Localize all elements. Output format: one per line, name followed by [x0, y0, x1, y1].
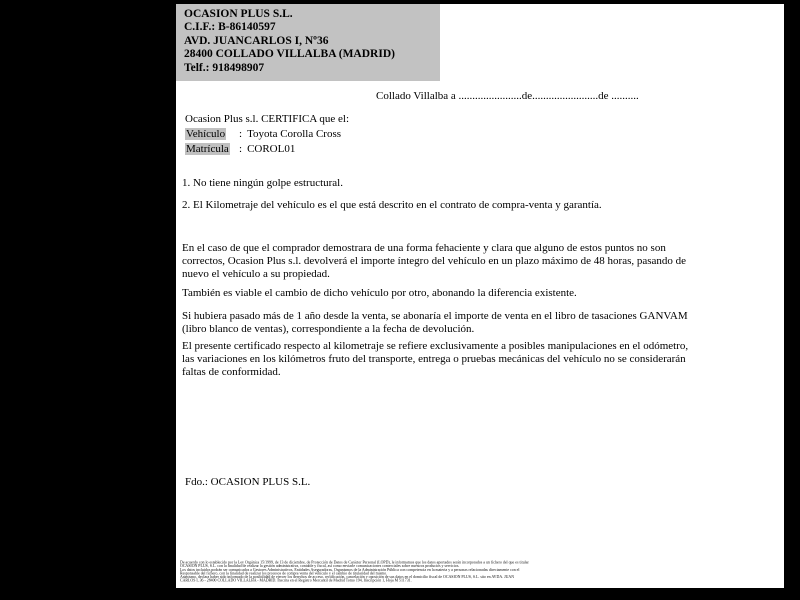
- paragraph-exchange: También es viable el cambio de dicho vehículo por otro, abonando la diferencia existente.: [182, 287, 577, 299]
- certificate-page: [176, 4, 784, 588]
- date-place-line: Collado Villalba a .......................de........................de ..........: [376, 90, 639, 102]
- vehicle-separator: :: [239, 128, 243, 140]
- paragraph-ganvam: Si hubiera pasado más de 1 año desde la venta, se abonaría el importe de venta en el libro de tasaciones GANVAM (libro blanco de ventas), correspondiente a la fecha de devolución.: [182, 310, 688, 335]
- plate-row: [185, 143, 295, 155]
- legal-line-1: De acuerdo con lo establecido por la Ley Orgánica 15/1999, de 13 de diciembre, de Protección de Datos de Carácter Personal (LOPD), le informamos que los datos aportados serán incorporados a un fichero del que es titular: [180, 560, 529, 565]
- company-name: OCASION PLUS S.L.: [184, 8, 293, 20]
- company-cif: C.I.F.: B-86140597: [184, 21, 276, 34]
- vehicle-label: Vehículo: [186, 128, 226, 140]
- legal-line-5: Asimismo, declara haber sido informado de la posibilidad de ejercer los derechos de acceso, rectificación, cancelación y oposición de sus datos en el domicilio fiscal de OCASION PLUS, S.L. sito en AVDA. JUAN: [180, 574, 515, 579]
- paragraph-odometer: El presente certificado respecto al kilometraje se refiere exclusivamente a posibles manipulaciones en el odómetro, las variaciones en los kilómetros fruto del transporte, entrega o pruebas mecánicas del vehículo no se considerarán faltas de conformidad.: [182, 340, 689, 378]
- company-phone: Telf.: 918498907: [184, 61, 265, 74]
- plate-label-wrap: [185, 143, 239, 155]
- legal-line-6: CARLOS I, 36 - 28400 COLLADO VILLALBA - MADRID. Inscrita en el Registro Mercantil de Madrid Tomo 194, Inscripción 1, Hoja M 511731.: [180, 578, 412, 583]
- point-structural: 1. No tiene ningún golpe estructural.: [182, 177, 343, 189]
- legal-line-4: Responsable del fichero, con la finalidad de realizar los procesos de compra venta del vehículo y el cambio de titularidad del mismo.: [180, 571, 388, 576]
- vehicle-label-wrap: [185, 128, 239, 140]
- vehicle-row: [185, 128, 341, 140]
- signature-line: Fdo.: OCASION PLUS S.L.: [185, 476, 311, 488]
- paragraph-refund: En el caso de que el comprador demostrara de una forma fehaciente y clara que alguno de estos puntos no son correctos, Ocasion Plus s.l. devolverá el importe íntegro del vehículo en un plazo máximo de 48 horas, pasando de nuevo el vehículo a su propiedad.: [182, 242, 687, 280]
- legal-line-2: OCASION PLUS, S.L. con la finalidad de realizar la gestión administrativa, contable y fiscal, así como enviarle comunicaciones comerciales sobre nuestros productos y servicios.: [180, 564, 460, 569]
- company-city: 28400 COLLADO VILLALBA (MADRID): [184, 48, 395, 61]
- legal-line-3: Los datos incluidos podrán ser comunicados a Gestores Administrativos, Entidades Aseguradoras, Organismos de la Administración Pública con competencia en la materia y a personas relacionadas directamente con el: [180, 567, 520, 572]
- plate-separator: :: [239, 143, 243, 155]
- legal-fineprint: [180, 561, 781, 582]
- point-mileage: 2. El Kilometraje del vehículo es el que está descrito en el contrato de compra-venta y garantía.: [182, 199, 602, 211]
- plate-value: COROL01: [247, 143, 296, 155]
- plate-label: Matrícula: [186, 143, 229, 155]
- company-address: AVD. JUANCARLOS I, Nº36: [184, 34, 329, 47]
- certify-line: Ocasion Plus s.l. CERTIFICA que el:: [185, 113, 350, 125]
- company-header-block: [176, 4, 440, 81]
- vehicle-value: Toyota Corolla Cross: [247, 128, 342, 140]
